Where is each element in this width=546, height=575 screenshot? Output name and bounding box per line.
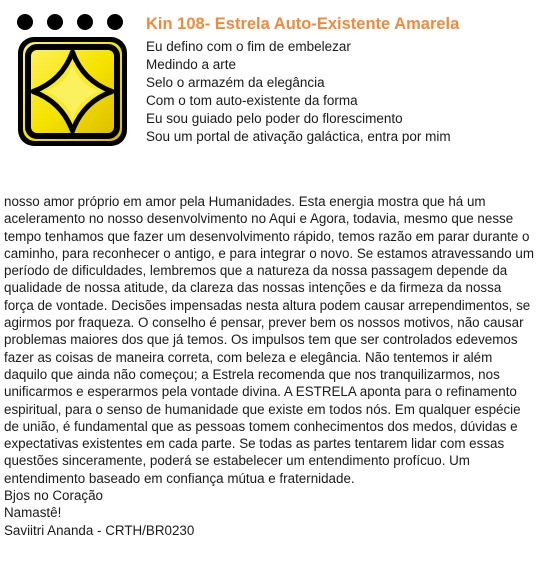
affirmation-line: Com o tom auto-existente da forma xyxy=(146,93,358,108)
message-paragraph: nosso amor próprio em amor pela Humanidades. Esta energia mostra que há um aceleramento no nosso desenvolvimento no Aqui e Agora, todavia, mesmo que nesse tempo tenhamos que fazer um desenvolvimento rápido, temos razão em parar durante o caminho, para reconhecer o antigo, e para integrar o novo. Se estamos atravessando um período de dificuldades, lembremos que a natureza da nossa passagem depende da qualidade de nossa atitude, da clareza das nossas intenções e da firmeza da nossa força de vontade. Decisões impensadas nesta altura podem causar arrependimentos, se agirmos por fraqueza. O conselho é pensar, prever bem os nossos motivos, não causar problemas maiores dos que já temos. Os impulsos tem que ser controlados edevemos fazer as coisas de maneira correta, com beleza e elegância. Não tentemos ir além daquilo que ainda não começou; a Estrela recomenda que nos tranquilizarmos, nos unificarmos e esperarmos pela vontade divina. A ESTRELA aponta para o refinamento espiritual, para o senso de humanidade que existe em todos nós. Em qualquer espécie de união, é fundamental que as pessoas tomem conhecimentos dos medos, dúvidas e expectativas existentes em cada parte. Se todas as partes tentarem lidar com essas questões sinceramente, poderá se estabelecer um entendimento profícuo. Um entendimento baseado em confiança mútua e fraternidade. xyxy=(4,194,534,486)
greeting-line: Namastê! xyxy=(4,505,62,521)
affirmation-line: Sou um portal de ativação galáctica, entra por mim xyxy=(146,129,451,144)
kin-title: Kin 108- Estrela Auto-Existente Amarela xyxy=(146,15,460,33)
tone-dot-icon xyxy=(47,14,63,30)
signature-line: Saviitri Ananda - CRTH/BR0230 xyxy=(4,522,195,538)
affirmation-list xyxy=(146,38,451,146)
affirmation-line: Eu sou guiado pelo poder do florescimento xyxy=(146,111,403,126)
tone-dot-icon xyxy=(107,14,123,30)
affirmation-line: Eu defino com o fim de embelezar xyxy=(146,39,351,54)
message-body xyxy=(4,193,534,539)
tone-dot-icon xyxy=(77,14,93,30)
tone-dots xyxy=(17,14,127,34)
closing-line: Bjos no Coração xyxy=(4,488,103,504)
tone-dot-icon xyxy=(17,14,33,30)
kin-header xyxy=(0,0,546,190)
yellow-star-seal-icon xyxy=(17,36,128,147)
affirmation-line: Selo o armazém da elegância xyxy=(146,75,325,90)
affirmation-line: Medindo a arte xyxy=(146,57,237,72)
